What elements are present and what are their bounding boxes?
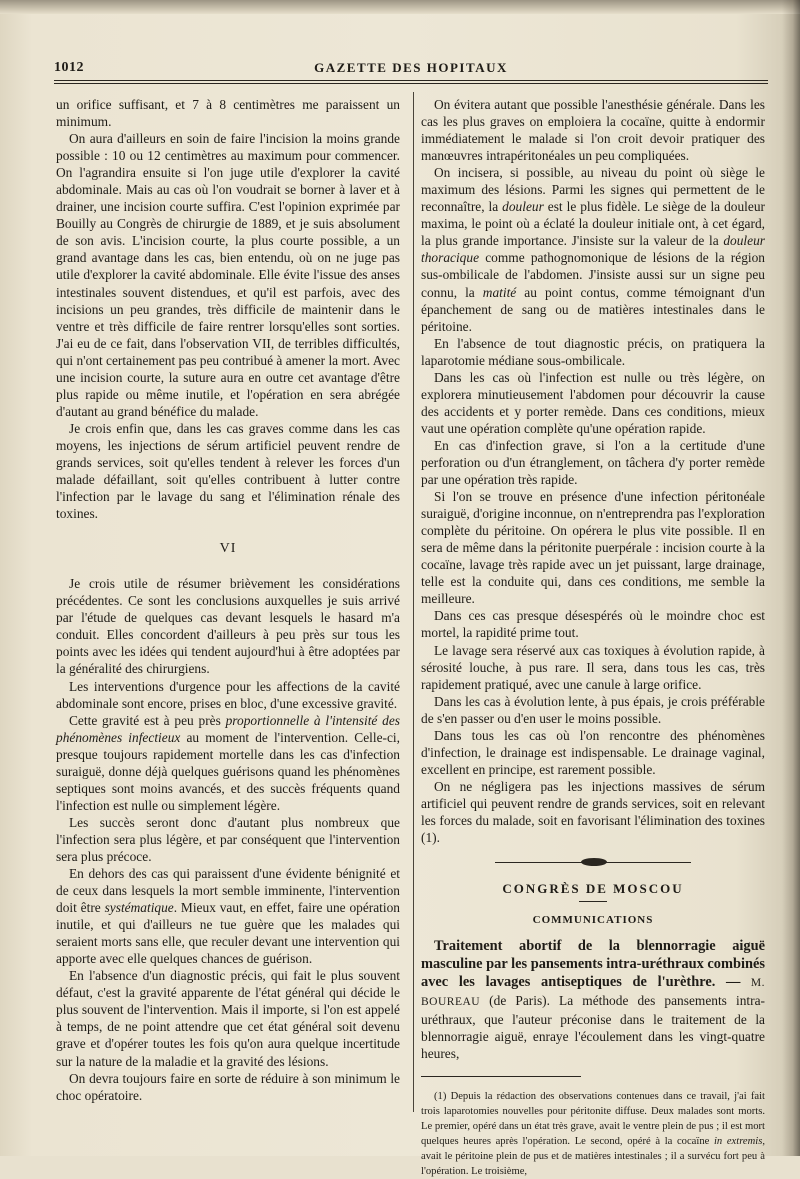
left-column xyxy=(56,96,400,1104)
section-number: VI xyxy=(219,541,237,557)
text-run: comme pathognomonique de lésions de la région sus-ombilicale de l'abdomen. J'insiste aussi sur un signe peu connu, la xyxy=(421,250,765,300)
text-run: au moment de l'intervention. Celle-ci, presque toujours rapidement mortelle dans les cas d'infection suraiguë, donne déjà quelques guérisons quand les phénomènes septiques sont moins avancés, et des succès fréquents quand l'infection est nulle ou simplement légère. xyxy=(56,729,400,813)
ornamental-rule xyxy=(421,856,765,868)
paragraph: On devra toujours faire en sorte de réduire à son minimum le choc opératoire. xyxy=(56,1070,400,1103)
running-title: GAZETTE DES HOPITAUX xyxy=(314,60,508,75)
text-run: En dehors des cas qui paraissent d'une évidente bénignité et de ceux dans lesquels la mort semble imminente, l'intervention doit être xyxy=(56,866,400,916)
footnote-rule xyxy=(421,1076,581,1077)
section-heading: CONGRÈS DE MOSCOU xyxy=(502,881,684,897)
article-author: M. BOUREAU xyxy=(421,977,765,1009)
text-run: (1) Depuis la rédaction des observations contenues dans ce travail, j'ai fait trois laparotomies nouvelles pour péritonite diffuse. Deux malades sont morts. Le premier, opéré dans un état très grave, avait le ventre plein de pus ; il est mort quelques heures après l'opération. Le second, opéré à la cocaïne xyxy=(421,1091,765,1148)
paragraph: On aura d'ailleurs en soin de faire l'incision la moins grande possible : 10 ou 12 centimètres au maximum pour commencer. On l'agrandira ensuite si l'on juge utile d'explorer la cavité abdominale. Mais au cas où l'on voudrait se borner à laver et à drainer, une incision courte suffira. C'est l'opinion exprimée par Bouilly au Congrès de chirurgie de 1889, et je suis absolument de son avis. L'incision courte, la plus courte possible, a un grand avantage dans les cas, bien entendu, où on ne juge pas utile d'explorer la cavité abdominale. Elle évite l'issue des anses intestinales souvent distendues, et qu'il est parfois, avec des incisions un peu grandes, très difficile de maintenir dans le ventre et très difficile de faire rentrer lorsqu'elles sont sorties. J'ai eu de ce fait, dans l'observation VII, de terribles difficultés, qui n'ont certainement pas peu contribué à amener la mort. Avec une incision courte, la suture aura en outre cet avantage d'être plus rapide ou même inutile, et l'opération en sera abrégée d'autant au grand bénéfice du malade. xyxy=(56,131,400,419)
paragraph xyxy=(56,865,400,967)
paragraph xyxy=(56,712,400,814)
rule-ornament xyxy=(581,858,607,866)
text-run: est le plus fidèle. Le siège de la douleur maxima, le point où a éclaté la douleur initiale ont, à cet égard, la plus grande importance. J'insiste sur la valeur de la xyxy=(421,199,765,249)
page-top-edge xyxy=(0,0,800,14)
emphasis: douleur thoracique xyxy=(421,233,765,266)
article-body: (de Paris). La méthode des pansements intra-uréthraux, que l'auteur préconise dans le traitement de la blennorragie aiguë, enraye l'écoulement dans les vingt-quatre heures, xyxy=(421,993,765,1062)
header-rule xyxy=(54,80,768,84)
paragraph: On ne négligera pas les injections massives de sérum artificiel qui peuvent rendre de grands services, soit en relevant les forces du malade, soit en favorisant l'élimination des toxines (1). xyxy=(421,778,765,846)
emphasis: douleur xyxy=(502,199,544,215)
paragraph: Si l'on se trouve en présence d'une infection péritonéale suraiguë, d'origine inconnue, on n'entreprendra pas l'exploration complète du péritoine. On opérera le plus vite possible. Il en sera de même dans la péritonite puerpérale : incision courte à la cocaïne, lavage très rapide avec un jet puissant, large drainage, telle est la conduite qui, dans ces conditions, me semble la meilleure. xyxy=(421,489,765,607)
paragraph: un orifice suffisant, et 7 à 8 centimètres me paraissent un minimum. xyxy=(56,97,400,130)
short-rule xyxy=(579,901,607,902)
paragraph: Dans les cas à évolution lente, à pus épais, je crois préférable de s'en passer ou d'en user le moins possible. xyxy=(421,693,765,726)
emphasis: matité xyxy=(482,284,517,300)
paragraph: En l'absence d'un diagnostic précis, qui fait le plus souvent défaut, c'est la gravité apparente de l'état général qui décide le plus souvent de l'intervention. Mais il importe, si l'on est appelé à temps, de ne point attendre que cet état général soit devenu grave et d'opérer toutes les fois qu'on aura quelque incertitude sur la nature de la maladie et la gravité des lésions. xyxy=(56,968,400,1069)
text-run: . Mieux vaut, en effet, faire une opération inutile, et qui d'ailleurs ne tue guère que les malades qui seraient morts sans elle, que reculer devant une intervention qui apporte avec elle quelques chances de guérison. xyxy=(56,900,401,967)
paragraph: En l'absence de tout diagnostic précis, on pratiquera la laparotomie médiane sous-ombilicale. xyxy=(421,335,765,368)
emphasis: in extremis xyxy=(713,1136,763,1148)
paragraph: Je crois utile de résumer brièvement les considérations précédentes. Ce sont les conclusions auxquelles je suis arrivé par l'étude de quelques cas devant lesquels le hasard m'a conduit. Elles concordent d'ailleurs à peu près sur tous les points avec les idées qui tendent aujourd'hui à être adoptées par la généralité des chirurgiens. xyxy=(56,576,400,677)
footnote xyxy=(421,1089,765,1179)
emphasis: systématique xyxy=(104,900,174,916)
paragraph: Les succès seront donc d'autant plus nombreux que l'infection sera plus légère, et par conséquent que l'intervention sera plus précoce. xyxy=(56,814,400,864)
right-column xyxy=(421,96,765,1179)
text-run: On incisera, si possible, au niveau du point où siège le maximum des lésions. Parmi les signes qui permettent de le reconnaître, la xyxy=(421,165,765,215)
paragraph xyxy=(421,164,765,334)
text-run: Cette gravité est à peu près xyxy=(69,712,226,728)
paragraph: Dans ces cas presque désespérés où le moindre choc est mortel, la rapidité prime tout. xyxy=(421,608,765,641)
text-run: au point contus, comme témoignant d'un épanchement de sang ou de matières intestinales dans le péritoine. xyxy=(421,284,766,334)
paragraph: Dans les cas où l'infection est nulle ou très légère, on explorera minutieusement l'abdomen pour découvrir la cause des accidents et y porter remède. Dans ces conditions, mieux vaut une opération complète qu'une opération rapide. xyxy=(421,369,765,436)
paragraph: Je crois enfin que, dans les cas graves comme dans les cas moyens, les injections de sérum artificiel peuvent rendre de grands services, soit qu'elles tendent à relever les forces d'un malade défaillant, soit qu'elles contribuent à lutter contre l'infection par le lavage du sang et l'élimination rénale des toxines. xyxy=(56,420,400,522)
subsection-heading: COMMUNICATIONS xyxy=(532,914,654,927)
article-paragraph xyxy=(421,937,765,1062)
article-title: Traitement abortif de la blennorragie aiguë masculine par les pansements intra-uréthraux combinés avec les lavages antiseptiques de l'urèthre. — xyxy=(421,938,765,991)
emphasis: proportionnelle à l'intensité des phénomènes infectieux xyxy=(56,712,400,745)
page-header xyxy=(54,58,768,78)
page-number: 1012 xyxy=(54,60,84,75)
page-binding-shadow xyxy=(782,0,800,1156)
text-run: , avait le péritoine plein de pus et de matières intestinales ; il a survécu fort peu à l'opération. Le troisième, xyxy=(421,1136,765,1178)
paragraph: Dans tous les cas où l'on rencontre des phénomènes d'infection, le drainage est indispensable. Le drainage vaginal, excellent en principe, est rarement possible. xyxy=(421,727,765,777)
paragraph: Les interventions d'urgence pour les affections de la cavité abdominale sont encore, prises en bloc, d'une excessive gravité. xyxy=(56,678,400,711)
paragraph: Le lavage sera réservé aux cas toxiques à évolution rapide, à sérosité louche, à pus rare. Il sera, dans tous les cas, très rapidement pratiqué, avec une canule à large orifice. xyxy=(421,642,765,692)
paragraph: On évitera autant que possible l'anesthésie générale. Dans les cas les plus graves on emploiera la cocaïne, quitte à endormir immédiatement le malade si l'on croit devoir pratiquer des manœuvres intrapéritonéales un peu compliquées. xyxy=(421,97,765,164)
paragraph: En cas d'infection grave, si l'on a la certitude d'une perforation ou d'un étranglement, on tâchera d'y porter remède par une opération très rapide. xyxy=(421,437,765,488)
column-divider xyxy=(413,92,414,1112)
